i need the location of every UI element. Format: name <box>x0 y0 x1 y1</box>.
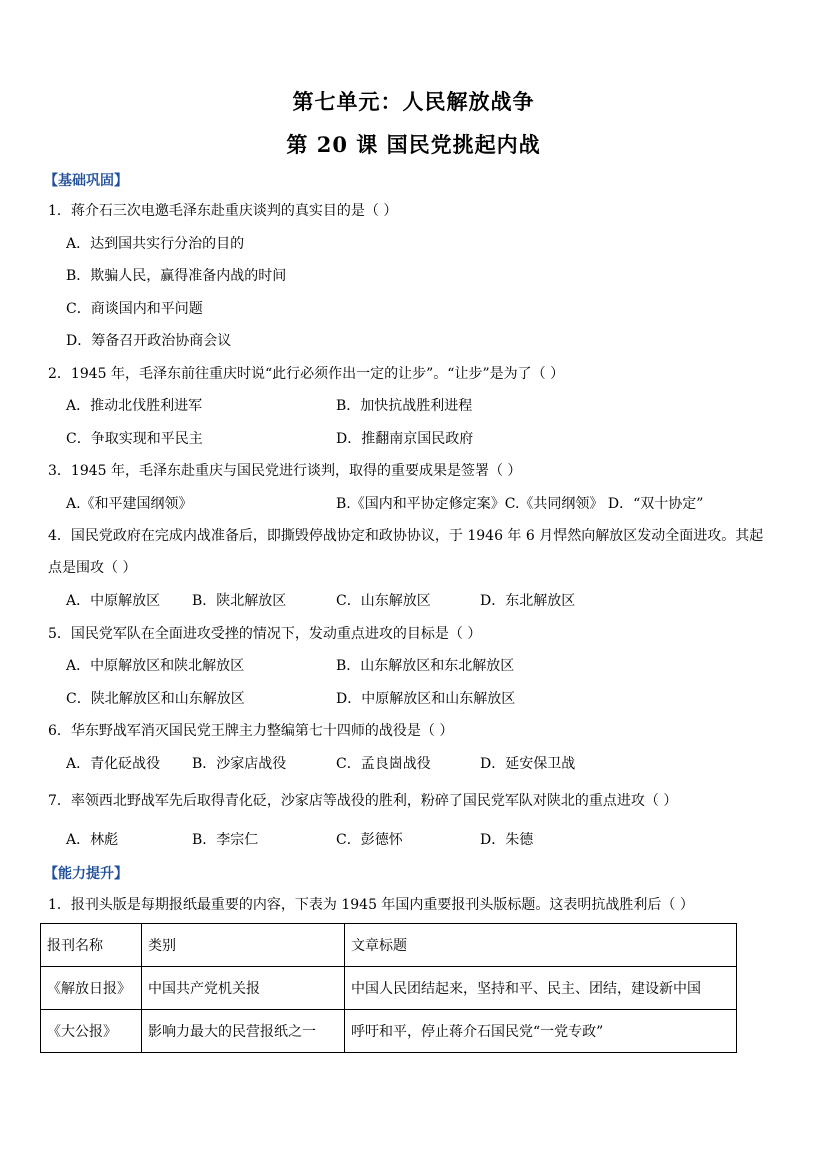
question-1-option-c: C．商谈国内和平问题 <box>66 301 203 317</box>
question-5-stem: 5．国民党军队在全面进攻受挫的情况下，发动重点进攻的目标是（ ） <box>48 626 482 642</box>
question-3-option-bcd: B.《国内和平协定修定案》C.《共同纲领》 D．“双十协定” <box>336 496 704 512</box>
question-6-option-d: D．延安保卫战 <box>480 756 576 772</box>
question-7-option-c: C．彭德怀 <box>336 832 403 848</box>
table-cell: 呼吁和平，停止蒋介石国民党“一党专政” <box>345 1010 737 1053</box>
question-1-option-a: A．达到国共实行分治的目的 <box>66 236 245 252</box>
section-advanced: 【能力提升】 <box>44 866 128 882</box>
table-header-row <box>41 924 737 967</box>
question-3-option-a: A.《和平建国纲领》 <box>66 496 193 512</box>
question-5-option-a: A．中原解放区和陕北解放区 <box>66 658 245 674</box>
question-2-option-a: A．推动北伐胜利进军 <box>66 398 203 414</box>
table-cell: 《解放日报》 <box>41 967 142 1010</box>
question-6-option-a: A．青化砭战役 <box>66 756 161 772</box>
table-cell: 《大公报》 <box>41 1010 142 1053</box>
question-7-stem: 7．率领西北野战军先后取得青化砭，沙家店等战役的胜利，粉碎了国民党军队对陕北的重点进攻（ ） <box>48 793 678 809</box>
question-2-option-c: C．争取实现和平民主 <box>66 431 203 447</box>
table-header-cell: 文章标题 <box>345 924 737 967</box>
question-4-stem: 4．国民党政府在完成内战准备后，即撕毁停战协定和政协协议，于 1946 年 6 月悍然向解放区发动全面进攻。其起 <box>48 528 764 544</box>
question-4-stem-continued: 点是围攻（ ） <box>48 560 137 576</box>
table-cell: 中国人民团结起来，坚持和平、民主、团结，建设新中国 <box>345 967 737 1010</box>
question-4-option-d: D．东北解放区 <box>480 593 576 609</box>
question-2-option-d: D．推翻南京国民政府 <box>336 431 474 447</box>
question-3-stem: 3．1945 年，毛泽东赴重庆与国民党进行谈判，取得的重要成果是签署（ ） <box>48 463 522 479</box>
section-basic: 【基础巩固】 <box>44 173 128 189</box>
lesson-title: 第 20 课 国民党挑起内战 <box>286 132 541 157</box>
question-2-option-b: B．加快抗战胜利进程 <box>336 398 473 414</box>
question-1-stem: 1．蒋介石三次电邀毛泽东赴重庆谈判的真实目的是（ ） <box>48 203 398 219</box>
question-7-option-a: A．林彪 <box>66 832 119 848</box>
table-header-cell: 类别 <box>142 924 345 967</box>
question-2-stem: 2．1945 年，毛泽东前往重庆时说“此行必须作出一定的让步”。“让步”是为了（ ） <box>48 366 565 382</box>
table-header-cell: 报刊名称 <box>41 924 142 967</box>
question-7-option-b: B．李宗仁 <box>192 832 259 848</box>
question-5-option-d: D．中原解放区和山东解放区 <box>336 691 516 707</box>
unit-title: 第七单元：人民解放战争 <box>292 89 535 114</box>
table-cell: 中国共产党机关报 <box>142 967 345 1010</box>
question-4-option-a: A．中原解放区 <box>66 593 161 609</box>
question-1-option-b: B．欺骗人民，赢得准备内战的时间 <box>66 268 287 284</box>
table-row <box>41 1010 737 1053</box>
question-6-stem: 6．华东野战军消灭国民党王牌主力整编第七十四师的战役是（ ） <box>48 723 454 739</box>
question-7-option-d: D．朱德 <box>480 832 534 848</box>
question-4-option-c: C．山东解放区 <box>336 593 431 609</box>
question-5-option-c: C．陕北解放区和山东解放区 <box>66 691 245 707</box>
table-row <box>41 967 737 1010</box>
question-5-option-b: B．山东解放区和东北解放区 <box>336 658 515 674</box>
question-6-option-c: C．孟良崮战役 <box>336 756 431 772</box>
table-cell: 影响力最大的民营报纸之一 <box>142 1010 345 1053</box>
advanced-question-1-stem: 1．报刊头版是每期报纸最重要的内容，下表为 1945 年国内重要报刊头版标题。这表明抗战胜利后（ ） <box>48 897 694 913</box>
question-6-option-b: B．沙家店战役 <box>192 756 287 772</box>
question-1-option-d: D．筹备召开政治协商会议 <box>66 333 232 349</box>
question-4-option-b: B．陕北解放区 <box>192 593 287 609</box>
newspaper-table <box>40 923 737 1053</box>
